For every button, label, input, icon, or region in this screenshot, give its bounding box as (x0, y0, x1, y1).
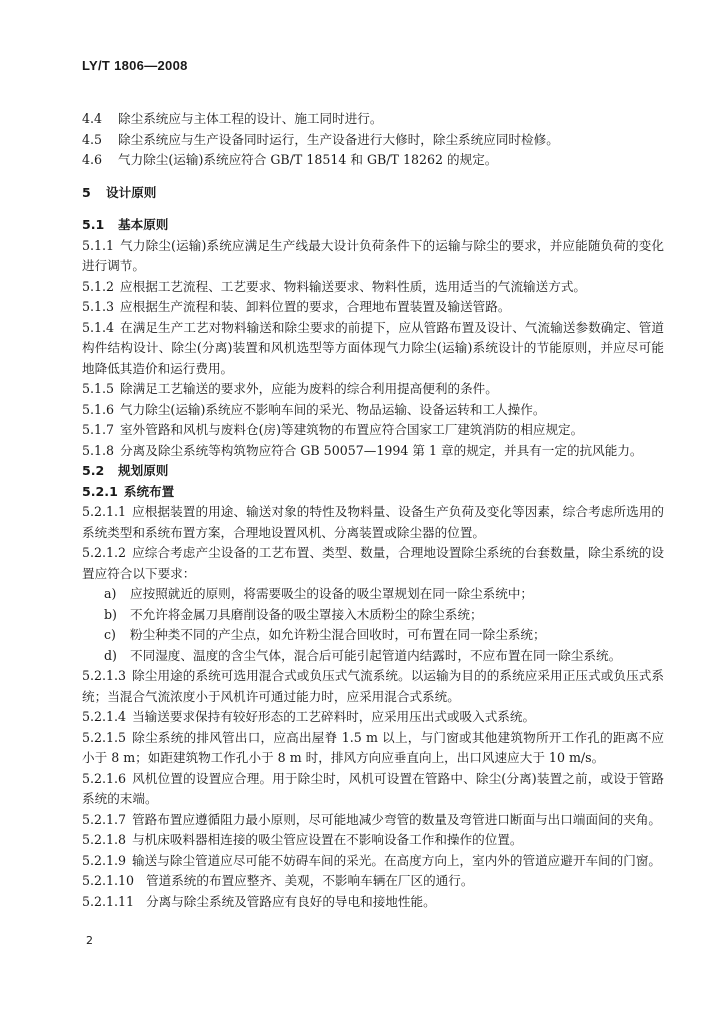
clause-text: 系统布置 (123, 483, 175, 499)
clause-number: 5.1 (82, 217, 105, 232)
clause-text: 分离与除尘系统及管路应有良好的导电和接地性能。 (146, 893, 436, 909)
clause-5-2-1-4 (82, 707, 664, 728)
clause-text: 输送与除尘管道应尽可能不妨碍车间的采光。在高度方向上，室内外的管道应避开车间的门窗。 (132, 852, 661, 868)
clause-number: 5.2.1.6 (82, 770, 127, 786)
section-5-2-heading (82, 461, 664, 482)
clause-text: 应综合考虑产尘设备的工艺布置、类型、数量，合理地设置除尘系统的台套数量，除尘系统的设置应符合以下要求： (82, 545, 664, 581)
section-5-2-1-heading (82, 482, 664, 503)
clause-text: 除满足工艺输送的要求外，应能为废料的综合利用提高便利的条件。 (120, 381, 498, 396)
clause-number: 5.1.6 (82, 401, 115, 417)
clause-number: 5.1.8 (82, 442, 115, 458)
clause-number: 4.5 (82, 131, 103, 147)
clause-text: 在满足生产工艺对物料输送和除尘要求的前提下，应从管路布置及设计、气流输送参数确定、管道构件结构设计、除尘(分离)装置和风机选型等方面体现气力除尘(运输)系统设计的节能原则，并应尽可能地降低其造价和运行费用。 (82, 319, 664, 376)
clause-text: 规划原则 (118, 463, 169, 478)
list-text: 应按照就近的原则，将需要吸尘的设备的吸尘罩规划在同一除尘系统中； (130, 586, 533, 601)
clause-number: 5.2 (82, 463, 105, 478)
clause-5-2-1-8 (82, 830, 664, 851)
clause-text: 设计原则 (106, 184, 157, 200)
list-text: 粉尘种类不同的产尘点，如允许粉尘混合回收时，可布置在同一除尘系统； (130, 627, 546, 642)
clause-5-1-6 (82, 400, 664, 421)
clause-text: 除尘系统的排风管出口，应高出屋脊 1.5 m 以上，与门窗或其他建筑物所开工作孔的距离不应小于 8 m；如距建筑物工作孔小于 8 m 时，排风方向应垂直向上，出口风速应大于 10 m/s。 (82, 729, 664, 765)
clause-number: 4.4 (82, 111, 103, 126)
clause-text: 气力除尘(运输)系统应满足生产线最大设计负荷条件下的运输与除尘的要求，并应能随负荷的变化进行调节。 (82, 237, 664, 273)
clause-text: 气力除尘(运输)系统应符合 GB/T 18514 和 GB/T 18262 的规定。 (118, 152, 498, 167)
list-marker: d) (104, 647, 117, 663)
clause-number: 5.2.1.3 (82, 668, 127, 683)
clause-text: 应根据工艺流程、工艺要求、物料输送要求、物料性质，选用适当的气流输送方式。 (120, 278, 587, 294)
list-marker: b) (104, 606, 117, 622)
clause-number: 5.1.1 (82, 237, 115, 253)
body-text (82, 109, 664, 912)
clause-number: 5.2.1.9 (82, 852, 127, 868)
clause-text: 管路布置应遵循阻力最小原则，尽可能地减少弯管的数量及弯管进口断面与出口端面间的夹角。 (132, 811, 661, 827)
clause-number: 4.6 (82, 152, 103, 167)
clause-5-2-1-7 (82, 810, 664, 831)
clause-5-1-7 (82, 420, 664, 441)
clause-5-2-1-2 (82, 543, 664, 584)
clause-5-1-5 (82, 379, 664, 400)
clause-text: 除尘系统应与主体工程的设计、施工同时进行。 (118, 111, 383, 126)
clause-text: 管道系统的布置应整齐、美观，不影响车辆在厂区的通行。 (146, 873, 474, 888)
clause-5-2-1-5 (82, 728, 664, 769)
clause-number: 5.1.5 (82, 381, 115, 396)
clause-number: 5.1.7 (82, 422, 115, 437)
clause-text: 分离及除尘系统等构筑物应符合 GB 50057—1994 第 1 章的规定，并具有一定的抗风能力。 (120, 442, 643, 458)
clause-5-1-2 (82, 277, 664, 298)
standard-code-header: LY/T 1806—2008 (82, 58, 188, 73)
clause-5-2-1-9 (82, 851, 664, 872)
clause-text: 除尘系统应与生产设备同时运行，生产设备进行大修时，除尘系统应同时检修。 (118, 131, 559, 147)
spacer (82, 203, 664, 215)
clause-number: 5.1.2 (82, 278, 115, 294)
clause-5-1-8 (82, 441, 664, 462)
clause-number: 5.2.1.10 (82, 873, 135, 888)
list-item-c (82, 625, 664, 646)
list-marker: a) (104, 586, 117, 601)
clause-5-2-1-3 (82, 666, 664, 707)
clause-text: 室外管路和风机与废料仓(房)等建筑物的布置应符合国家工厂建筑消防的相应规定。 (120, 422, 584, 437)
list-item-a (82, 584, 664, 605)
clause-text: 气力除尘(运输)系统应不影响车间的采光、物品运输、设备运转和工人操作。 (120, 401, 546, 417)
clause-number: 5 (82, 184, 91, 200)
list-item-d (82, 646, 664, 667)
spacer (82, 171, 664, 183)
clause-number: 5.2.1 (82, 483, 118, 499)
list-marker: c) (104, 627, 116, 642)
clause-number: 5.2.1.11 (82, 893, 135, 909)
clause-number: 5.2.1.4 (82, 709, 127, 724)
clause-number: 5.2.1.2 (82, 545, 127, 560)
section-5-1-heading (82, 215, 664, 236)
clause-5-2-1-11 (82, 892, 664, 913)
clause-text: 风机位置的设置应合理。用于除尘时，风机可设置在管路中、除尘(分离)装置之前，或设于管路系统的末端。 (82, 770, 664, 806)
clause-5-1-4 (82, 318, 664, 380)
list-text: 不同湿度、温度的含尘气体，混合后可能引起管道内结露时，不应布置在同一除尘系统。 (130, 647, 622, 663)
clause-text: 除尘用途的系统可选用混合式或负压式气流系统。以运输为目的的系统应采用正压式或负压式系统；当混合气流浓度小于风机许可通过能力时，应采用混合式系统。 (82, 668, 664, 704)
clause-5-2-1-1 (82, 502, 664, 543)
clause-number: 5.2.1.1 (82, 504, 127, 519)
clause-number: 5.2.1.7 (82, 811, 127, 827)
clause-5-1-1 (82, 236, 664, 277)
clause-text: 基本原则 (118, 217, 169, 232)
clause-text: 应根据装置的用途、输送对象的特性及物料量、设备生产负荷及变化等因素，综合考虑所选用的系统类型和系统布置方案，合理地设置风机、分离装置或除尘器的位置。 (82, 504, 664, 540)
clause-text: 当输送要求保持有较好形态的工艺碎料时，应采用压出式或吸入式系统。 (132, 709, 536, 724)
clause-number: 5.2.1.8 (82, 832, 127, 847)
clause-4-6 (82, 150, 664, 171)
clause-text: 应根据生产流程和装、卸料位置的要求，合理地布置装置及输送管路。 (120, 299, 511, 314)
clause-4-4 (82, 109, 664, 130)
clause-number: 5.1.4 (82, 319, 115, 335)
clause-number: 5.1.3 (82, 299, 115, 314)
list-item-b (82, 605, 664, 626)
list-text: 不允许将金属刀具磨削设备的吸尘罩接入木质粉尘的除尘系统； (130, 606, 483, 622)
clause-5-2-1-10 (82, 871, 664, 892)
clause-text: 与机床吸料器相连接的吸尘管应设置在不影响设备工作和操作的位置。 (132, 832, 523, 847)
clause-4-5 (82, 130, 664, 151)
clause-5-2-1-6 (82, 769, 664, 810)
section-5-heading (82, 183, 664, 204)
page-number: 2 (86, 934, 93, 947)
clause-5-1-3 (82, 297, 664, 318)
clause-number: 5.2.1.5 (82, 729, 127, 745)
